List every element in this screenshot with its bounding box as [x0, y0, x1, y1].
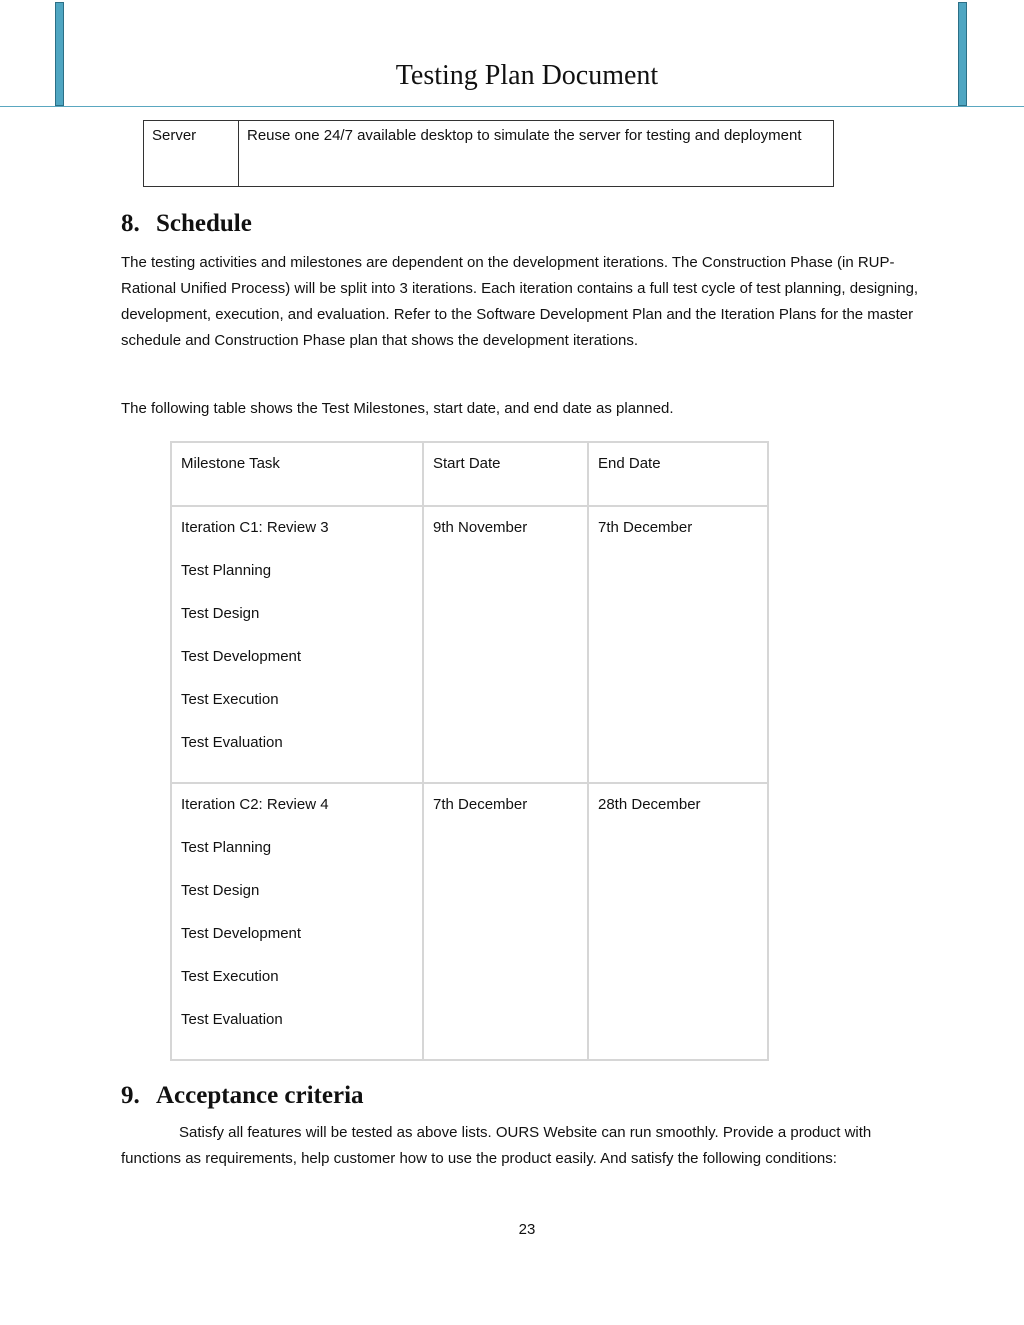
milestones-table	[170, 441, 769, 1061]
header-end-date: End Date	[588, 442, 768, 506]
milestone-cell	[171, 783, 423, 1060]
task-item: Test Execution	[181, 968, 279, 985]
task-item: Test Design	[181, 882, 260, 899]
start-date-cell: 7th December	[423, 783, 588, 1060]
task-item: Test Planning	[181, 839, 272, 856]
iteration-title: Iteration C1: Review 3	[181, 519, 329, 536]
schedule-number: 8.	[121, 210, 140, 237]
task-item: Test Execution	[181, 691, 279, 708]
task-item: Test Design	[181, 605, 260, 622]
table-row	[144, 121, 834, 187]
task-item: Test Evaluation	[181, 734, 283, 751]
acceptance-paragraph: Satisfy all features will be tested as above lists. OURS Website can run smoothly. Provide a product with functions as requirements, help customer how to use the product easily. And satisfy the following conditions:	[121, 1124, 872, 1167]
end-date-cell: 7th December	[588, 506, 768, 783]
schedule-title: Schedule	[156, 210, 252, 237]
schedule-heading	[121, 210, 252, 238]
iteration-title: Iteration C2: Review 4	[181, 796, 329, 813]
header-rule	[0, 106, 1024, 107]
task-item: Test Planning	[181, 562, 272, 579]
document-title: Testing Plan Document	[395, 60, 659, 91]
table-row	[171, 783, 768, 1060]
acceptance-heading	[121, 1082, 364, 1110]
server-description: Reuse one 24/7 available desktop to simulate the server for testing and deployment	[239, 121, 834, 187]
header-start-date: Start Date	[423, 442, 588, 506]
task-item: Test Development	[181, 925, 302, 942]
milestone-cell	[171, 506, 423, 783]
page-number: 23	[518, 1221, 536, 1238]
task-item: Test Development	[181, 648, 302, 665]
end-date-cell: 28th December	[588, 783, 768, 1060]
acceptance-number: 9.	[121, 1082, 140, 1109]
schedule-paragraph: The testing activities and milestones are dependent on the development iterations. The Construction Phase (in RUP-Rational Unified Process) will be split into 3 iterations. Each iteration contains a full test cycle of test planning, designing, development, execution, and evaluation. Refer to the Software Development Plan and the Iteration Plans for the master schedule and Construction Phase plan that shows the development iterations.	[121, 254, 919, 349]
start-date-cell: 9th November	[423, 506, 588, 783]
table-row	[171, 506, 768, 783]
server-table	[143, 120, 834, 187]
task-item: Test Evaluation	[181, 1011, 283, 1028]
header-milestone-task: Milestone Task	[171, 442, 423, 506]
acceptance-title: Acceptance criteria	[156, 1082, 364, 1109]
milestones-intro: The following table shows the Test Milestones, start date, and end date as planned.	[121, 400, 674, 417]
server-label: Server	[144, 121, 239, 187]
table-header-row	[171, 442, 768, 506]
